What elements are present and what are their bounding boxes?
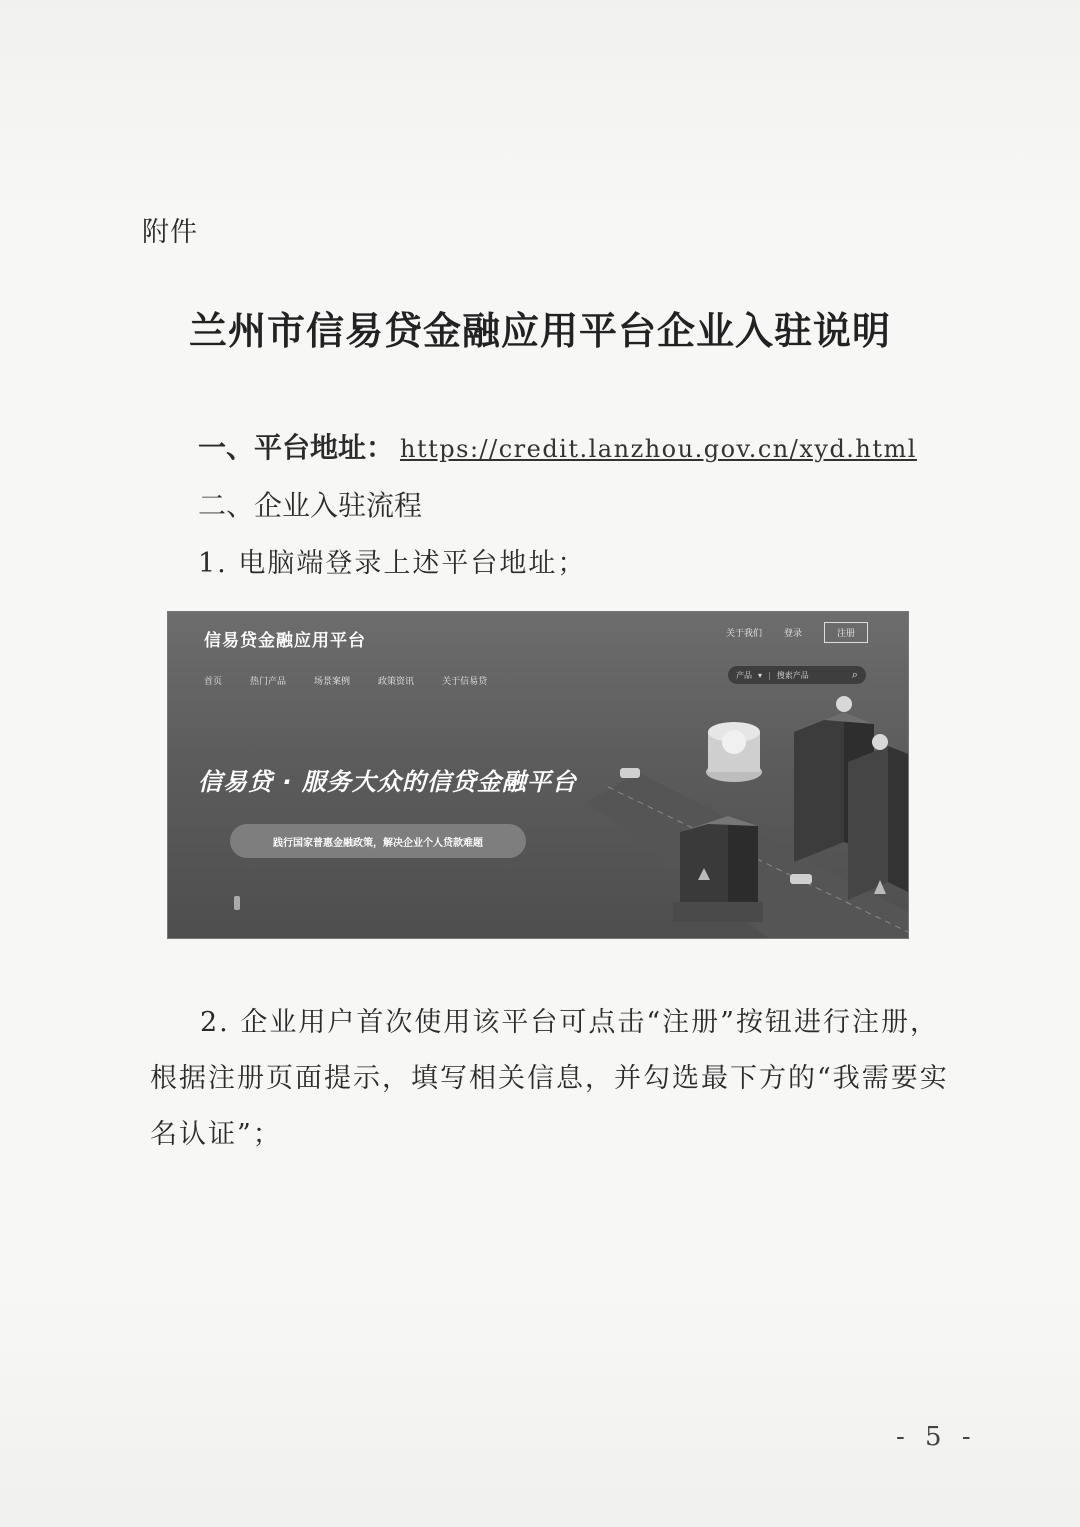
link-about-us[interactable]: 关于我们	[725, 629, 762, 639]
step-2: 2. 企业用户首次使用该平台可点击“注册”按钮进行注册，根据注册页面提示，填写相关信息，并勾选最下方的“我需要实名认证”；	[150, 1007, 949, 1150]
search-icon[interactable]: ⌕	[851, 668, 858, 681]
nav-item-cases[interactable]: 场景案例	[314, 677, 351, 687]
nav-item-policy-news[interactable]: 政策资讯	[378, 677, 415, 687]
chevron-down-icon: ▾	[758, 670, 763, 680]
step-1: 1. 电脑端登录上述平台地址；	[198, 548, 587, 579]
screenshot-top-links	[726, 622, 868, 643]
search-category-select[interactable]: 产品	[736, 670, 752, 680]
page-number: - 5 -	[896, 1422, 977, 1452]
nav-item-hot-products[interactable]: 热门产品	[250, 677, 287, 687]
search-divider: |	[768, 670, 771, 680]
nav-item-about-xyd[interactable]: 关于信易贷	[442, 677, 488, 687]
screenshot-nav	[204, 674, 487, 687]
section1-label: 一、平台地址：	[198, 431, 395, 464]
section-onboarding-process: 二、企业入驻流程	[198, 489, 423, 522]
link-login[interactable]: 登录	[783, 629, 802, 639]
register-button[interactable]: 注册	[824, 622, 868, 643]
section-platform-address	[198, 426, 917, 466]
screenshot-search[interactable]	[728, 666, 866, 684]
screenshot-subline: 践行国家普惠金融政策，解决企业个人贷款难题	[230, 824, 526, 858]
screenshot-brand: 信易贷金融应用平台	[204, 631, 366, 651]
screenshot-headline: 信易贷 · 服务大众的信贷金融平台	[198, 768, 577, 796]
nav-item-home[interactable]: 首页	[204, 677, 223, 687]
search-input[interactable]: 搜索产品	[776, 670, 809, 680]
attachment-label: 附件	[142, 217, 198, 248]
platform-url-link[interactable]: https://credit.lanzhou.gov.cn/xyd.html	[400, 435, 917, 463]
document-title: 兰州市信易贷金融应用平台企业入驻说明	[188, 309, 891, 353]
platform-screenshot	[167, 611, 909, 939]
